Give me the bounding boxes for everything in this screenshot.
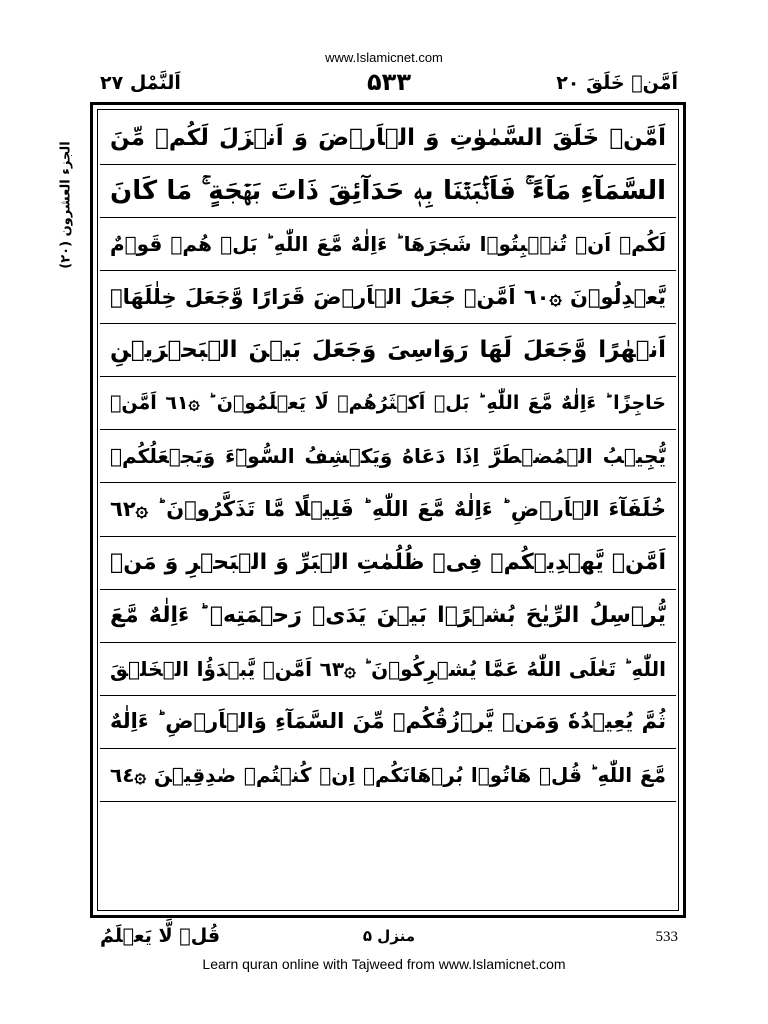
text-line [100,377,676,430]
site-url: www.Islamicnet.com [325,50,443,65]
catchword: قُلۡ لَّا یَعۡلَمُ [100,925,221,947]
page-footer [100,925,678,955]
juz-marker-text: الجزء العشرون (٢٠) [58,141,74,269]
line-text: اَمَّنۡ خَلَقَ السَّمٰوٰتِ وَ الۡاَرۡضَ وَ اَنۡزَلَ لَکُمۡ مِّنَ [110,124,666,151]
text-line [100,802,676,855]
text-line [100,430,676,483]
text-line [100,112,676,165]
text-line [100,271,676,324]
text-line [100,537,676,590]
page-number: ۵۳۳ [367,68,411,96]
footer-tagline: Learn quran online with Tajweed from www.Islamicnet.com [202,956,566,972]
line-text: خُلَفَآءَ الۡاَرۡضِ ؕ ءَاِلٰهٌ مَّعَ اللّٰهِ ؕ قَلِیۡلًا مَّا تَذَکَّرُوۡنَ ؕ ۞٦٢ [110,496,666,521]
line-text: ثُمَّ یُعِیۡدُهٗ وَمَنۡ یَّرۡزُقُکُمۡ مِّنَ السَّمَآءِ وَالۡاَرۡضِ ؕ ءَاِلٰهٌ [110,709,666,734]
line-text: مَّعَ اللّٰهِ ؕ قُلۡ هَاتُوۡا بُرۡهَانَکُمۡ اِنۡ کُنۡتُمۡ صٰدِقِیۡنَ ۞٦٤ [110,762,666,787]
text-line [100,165,676,218]
text-line [100,218,676,271]
text-line [100,324,676,377]
line-text: یُّرۡسِلُ الرِّیٰحَ بُشۡرًۢا بَیۡنَ یَدَیۡ رَحۡمَتِهٖ ؕ ءَاِلٰهٌ مَّعَ [110,602,666,628]
line-text: اَمَّنۡ یَّهۡدِیۡکُمۡ فِیۡ ظُلُمٰتِ الۡبَرِّ وَ الۡبَحۡرِ وَ مَنۡ [110,549,666,575]
line-text: یَّعۡدِلُوۡنَ ۞٦٠ اَمَّنۡ جَعَلَ الۡاَرۡضَ قَرَارًا وَّجَعَلَ خِلٰلَهَاۤ [110,284,666,309]
quran-text-block [100,112,676,908]
line-text: اَنۡهٰرًا وَّجَعَلَ لَهَا رَوَاسِیَ وَجَعَلَ بَیۡنَ الۡبَحۡرَیۡنِ [110,336,666,363]
text-line [100,590,676,643]
line-text: حَاجِزًا ؕ ءَاِلٰهٌ مَّعَ اللّٰهِ ؕ بَلۡ اَکۡثَرُهُمۡ لَا یَعۡلَمُوۡنَ ؕ ۞٦١ اَمَّنۡ [110,391,666,414]
line-text: السَّمَآءِ مَآءً ۚ فَاَنۡۢبَتۡنَا بِهٖ حَدَآئِقَ ذَاتَ بَهۡجَةٍ ۚ مَا کَانَ [110,176,666,207]
text-line [100,483,676,536]
juz-heading: اَمَّنۡ خَلَقَ ٢٠ [556,72,678,94]
text-line [100,749,676,802]
line-text: یُّجِیۡبُ الۡمُضۡطَرَّ اِذَا دَعَاهُ وَیَکۡشِفُ السُّوۡٓءَ وَیَجۡعَلُکُمۡ [110,444,666,469]
page-number-latin: 533 [655,929,678,945]
text-line [100,643,676,696]
line-text: لَکُمۡ اَنۡ تُنۡۢبِتُوۡا شَجَرَهَا ؕ ءَاِلٰهٌ مَّعَ اللّٰهِ ؕ بَلۡ هُمۡ قَوۡمٌ [110,232,666,257]
line-text: اللّٰهِ ؕ تَعٰلَی اللّٰهُ عَمَّا یُشۡرِکُوۡنَ ؕ ۞٦٣ اَمَّنۡ یَّبۡدَؤُا الۡخَلۡقَ [110,656,666,681]
surah-name: اَلنَّمْل ٢٧ [100,72,181,94]
manzil-label: منزل ۵ [362,927,416,945]
page-header [100,70,678,100]
text-line [100,696,676,749]
juz-margin-marker [46,110,86,300]
